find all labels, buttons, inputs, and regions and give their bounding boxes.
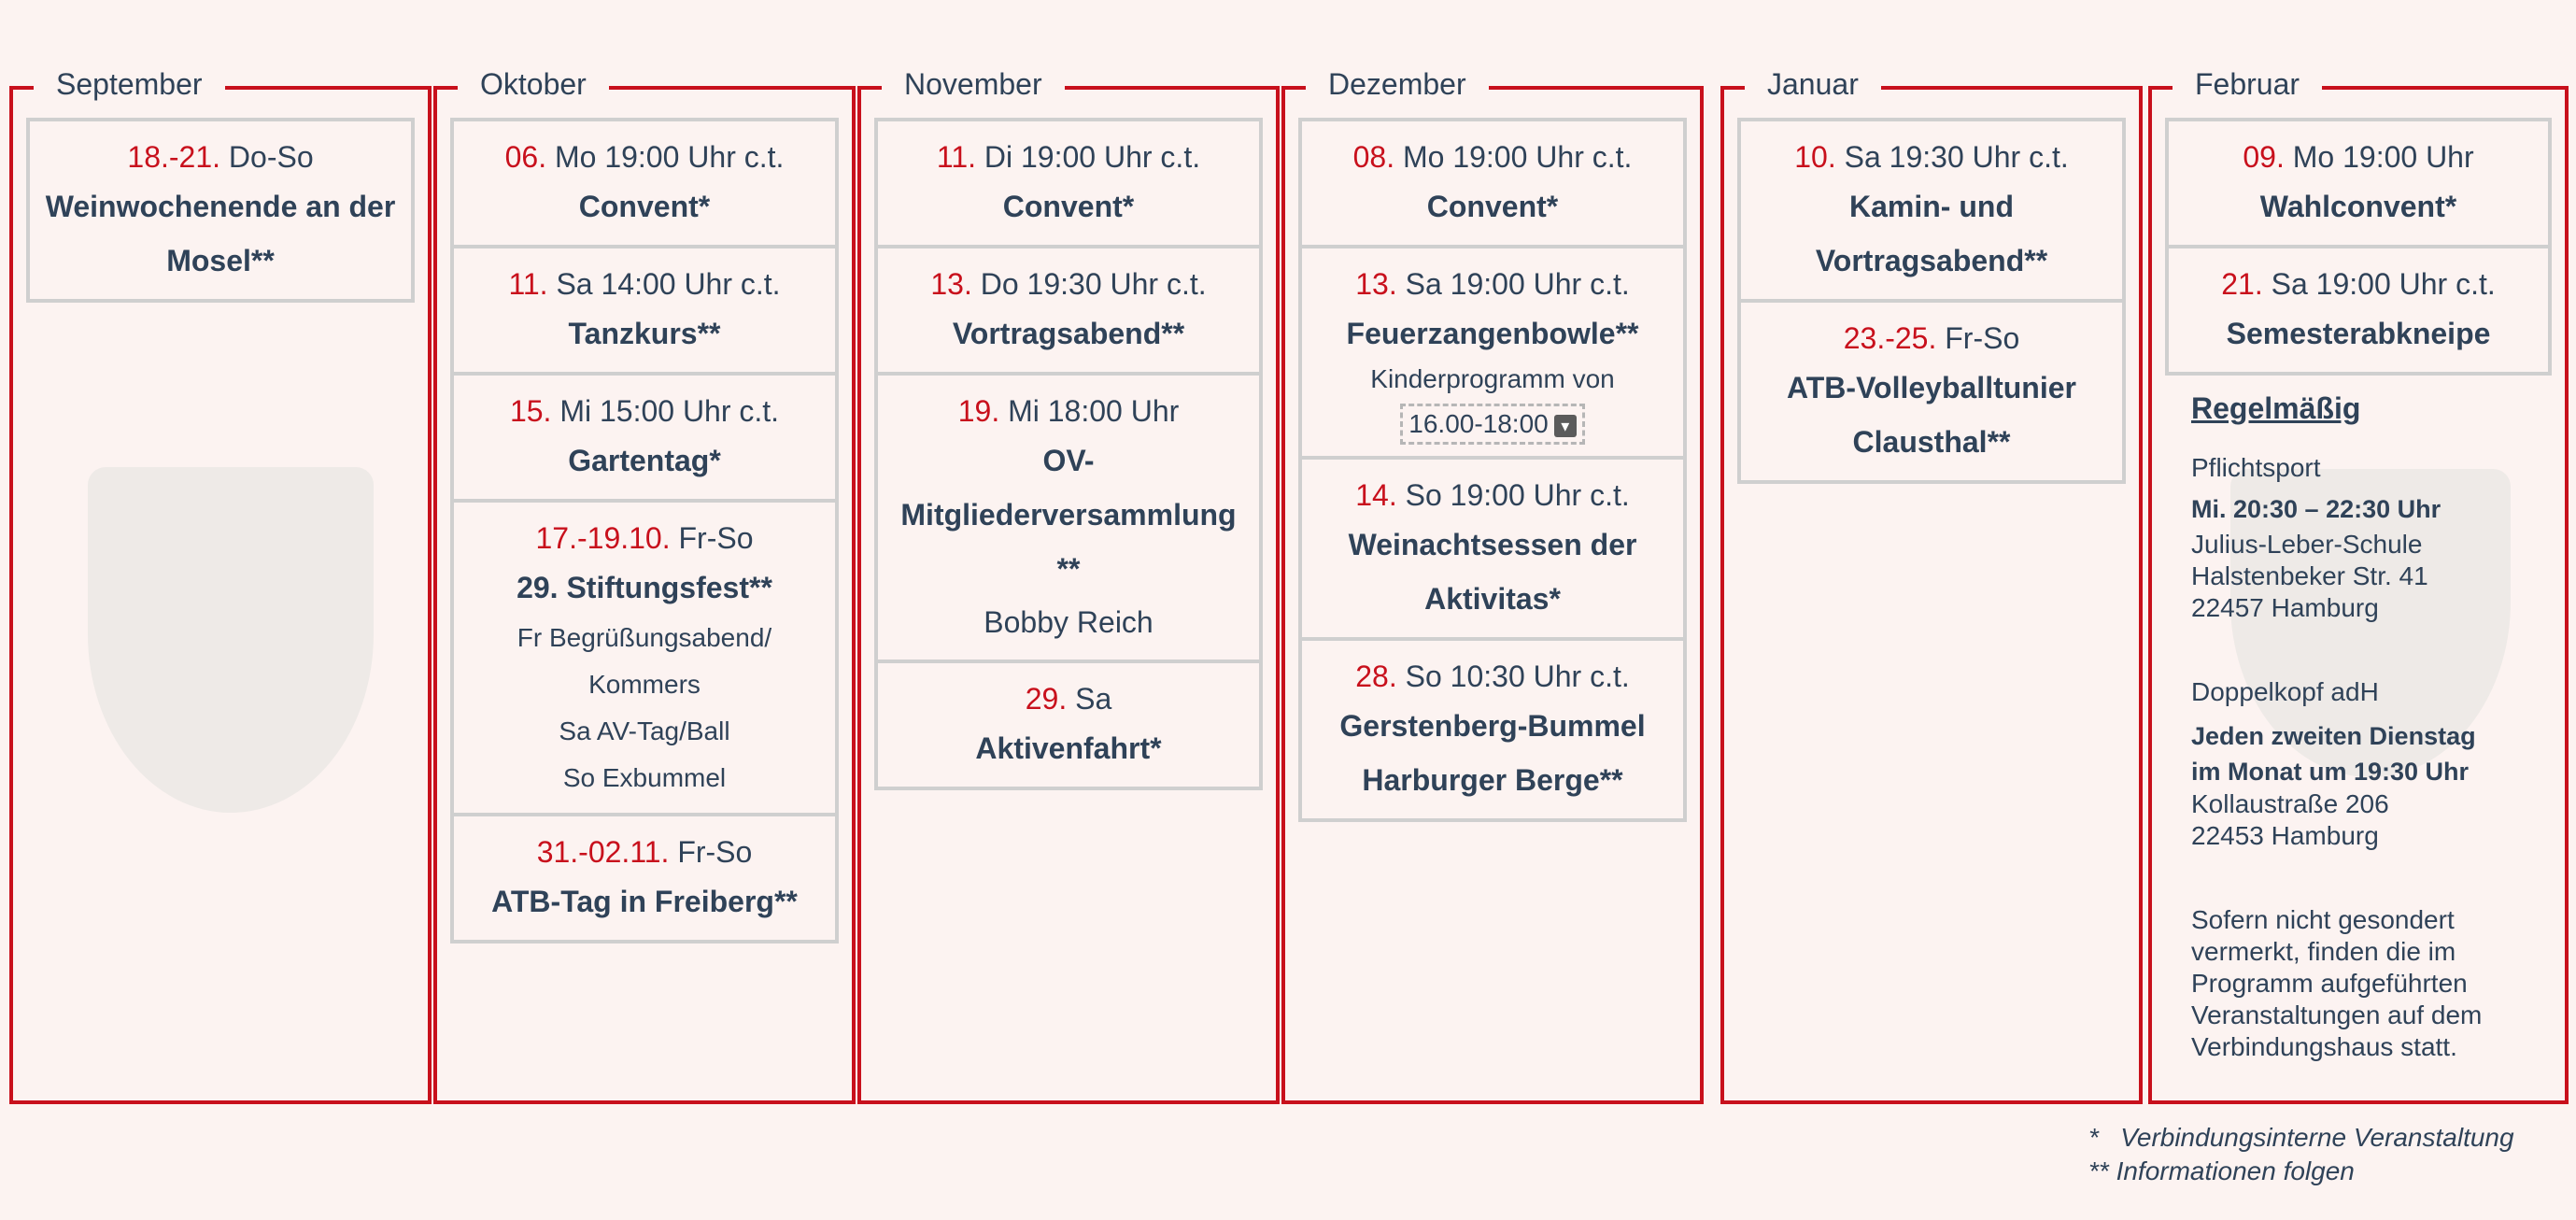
event-card — [1737, 299, 2126, 484]
address-line: Kollaustraße 206 — [2191, 789, 2389, 818]
event-card — [450, 813, 839, 943]
event-card — [450, 499, 839, 816]
pflichtsport-time: Mi. 20:30 – 22:30 Uhr — [2191, 495, 2442, 523]
event-time: So 10:30 Uhr c.t. — [1405, 660, 1630, 693]
event-list — [26, 118, 415, 303]
event-card — [26, 118, 415, 303]
event-note: Sa AV-Tag/Ball — [559, 716, 730, 745]
month-column-november — [857, 67, 1280, 1104]
event-time: Mo 19:00 Uhr — [2292, 140, 2474, 174]
event-card — [1298, 245, 1687, 460]
event-card — [450, 118, 839, 248]
month-title: Februar — [2173, 65, 2322, 103]
event-time: Mo 19:00 Uhr c.t. — [1402, 140, 1633, 174]
event-time: Fr-So — [1945, 321, 2020, 355]
event-title: Tanzkurs** — [568, 317, 721, 350]
legend — [2088, 1121, 2514, 1188]
legend-item: ** Informationen folgen — [2088, 1156, 2355, 1185]
event-title: Weinwochenende an der Mosel** — [45, 190, 396, 277]
event-note: Fr Begrüßungsabend/ Kommers — [517, 623, 772, 699]
event-card — [2165, 118, 2552, 248]
event-note: Kinderprogramm von — [1370, 364, 1615, 393]
note-line: Verbindungshaus statt. — [2191, 1032, 2457, 1061]
regular-events-panel — [2191, 392, 2527, 1063]
event-date: 17.-19.10. — [535, 521, 671, 555]
event-date: 13. — [1355, 267, 1397, 301]
event-date: 09. — [2243, 140, 2285, 174]
event-date: 08. — [1352, 140, 1395, 174]
event-date: 06. — [504, 140, 547, 174]
event-card — [874, 660, 1263, 790]
address-line: Halstenbeker Str. 41 — [2191, 561, 2428, 590]
event-title: Kamin- und Vortragsabend** — [1815, 190, 2048, 277]
month-column-oktober — [433, 67, 856, 1104]
address-line: Julius-Leber-Schule — [2191, 530, 2423, 559]
month-title: September — [34, 65, 225, 103]
time-select-value: 16.00-18:00 — [1408, 409, 1549, 438]
event-date: 15. — [509, 394, 552, 428]
event-list — [874, 118, 1263, 790]
doppelkopf-time: im Monat um 19:30 Uhr — [2191, 758, 2470, 786]
event-list — [2165, 118, 2552, 376]
event-list — [1298, 118, 1687, 822]
event-title: Vortragsabend** — [952, 317, 1185, 350]
event-time: Do 19:30 Uhr c.t. — [980, 267, 1207, 301]
event-card — [1298, 637, 1687, 822]
event-time: Di 19:00 Uhr c.t. — [984, 140, 1201, 174]
note-line: Veranstaltungen auf dem — [2191, 1000, 2483, 1029]
event-date: 31.-02.11. — [536, 835, 670, 869]
event-time: Sa 19:00 Uhr c.t. — [1405, 267, 1630, 301]
event-title: Aktivenfahrt* — [975, 731, 1162, 765]
event-card — [2165, 245, 2552, 376]
event-time: Mo 19:00 Uhr c.t. — [554, 140, 785, 174]
time-select[interactable] — [1400, 404, 1584, 445]
event-title: Gerstenberg-Bummel Harburger Berge** — [1339, 709, 1646, 797]
event-date: 10. — [1794, 140, 1836, 174]
event-date: 19. — [957, 394, 1000, 428]
chevron-down-icon: ▾ — [1554, 415, 1577, 437]
event-title: Convent* — [1426, 190, 1559, 223]
event-date: 11. — [936, 140, 976, 174]
note-line: Sofern nicht gesondert — [2191, 905, 2455, 934]
event-time: Sa 19:30 Uhr c.t. — [1844, 140, 2069, 174]
location-note — [2191, 904, 2527, 1063]
event-time: Mi 18:00 Uhr — [1008, 394, 1180, 428]
doppelkopf-block — [2191, 676, 2527, 852]
pflichtsport-label: Pflichtsport — [2191, 453, 2321, 482]
month-title: Januar — [1745, 65, 1881, 103]
event-title: ATB-Volleyballtunier Clausthal** — [1787, 371, 2076, 459]
event-title: OV-Mitgliederversammlung ** — [900, 444, 1237, 586]
event-date: 23.-25. — [1843, 321, 1937, 355]
event-time: Fr-So — [677, 835, 753, 869]
month-column-januar — [1720, 67, 2143, 1104]
event-time: Fr-So — [678, 521, 754, 555]
event-time: Sa 14:00 Uhr c.t. — [556, 267, 781, 301]
event-card — [1298, 456, 1687, 641]
event-list — [450, 118, 839, 943]
event-time: Sa 19:00 Uhr c.t. — [2271, 267, 2496, 301]
event-date: 13. — [930, 267, 972, 301]
event-time: So 19:00 Uhr c.t. — [1405, 478, 1630, 512]
event-note: So Exbummel — [562, 763, 727, 792]
address-line: 22457 Hamburg — [2191, 593, 2379, 622]
event-card — [874, 118, 1263, 248]
event-card — [1298, 118, 1687, 248]
doppelkopf-label: Doppelkopf adH — [2191, 677, 2379, 706]
crest-watermark-icon — [88, 467, 374, 813]
doppelkopf-time: Jeden zweiten Dienstag — [2191, 722, 2476, 750]
address-line: 22453 Hamburg — [2191, 821, 2379, 850]
note-line: Programm aufgeführten — [2191, 969, 2468, 998]
month-title: Dezember — [1306, 65, 1489, 103]
month-column-september — [9, 67, 432, 1104]
event-card — [1737, 118, 2126, 303]
pflichtsport-block — [2191, 452, 2527, 624]
event-list — [1737, 118, 2126, 484]
event-date: 28. — [1355, 660, 1397, 693]
event-date: 29. — [1025, 682, 1068, 716]
event-card — [450, 372, 839, 503]
event-card — [450, 245, 839, 376]
event-title: Gartentag* — [568, 444, 721, 477]
event-date: 11. — [508, 267, 548, 301]
note-line: vermerkt, finden die im — [2191, 937, 2456, 966]
event-title: ATB-Tag in Freiberg** — [491, 885, 798, 918]
event-title: Weinachtsessen der Aktivitas* — [1348, 528, 1637, 616]
event-subtitle: Bobby Reich — [984, 605, 1154, 639]
month-column-dezember — [1281, 67, 1704, 1104]
event-card — [874, 372, 1263, 663]
event-date: 21. — [2221, 267, 2263, 301]
event-title: 29. Stiftungsfest** — [517, 571, 772, 604]
event-time: Sa — [1075, 682, 1112, 716]
event-card — [874, 245, 1263, 376]
legend-item: * Verbindungsinterne Veranstaltung — [2088, 1123, 2514, 1152]
event-date: 14. — [1355, 478, 1397, 512]
event-date: 18.-21. — [127, 140, 221, 174]
month-title: November — [882, 65, 1065, 103]
regular-heading: Regelmäßig — [2191, 391, 2361, 425]
event-title: Convent* — [578, 190, 711, 223]
event-time: Mi 15:00 Uhr c.t. — [559, 394, 780, 428]
event-title: Feuerzangenbowle** — [1346, 317, 1639, 350]
event-title: Semesterabkneipe — [2226, 317, 2491, 350]
event-title: Convent* — [1002, 190, 1135, 223]
month-title: Oktober — [458, 65, 609, 103]
event-title: Wahlconvent* — [2259, 190, 2457, 223]
event-time: Do-So — [228, 140, 314, 174]
